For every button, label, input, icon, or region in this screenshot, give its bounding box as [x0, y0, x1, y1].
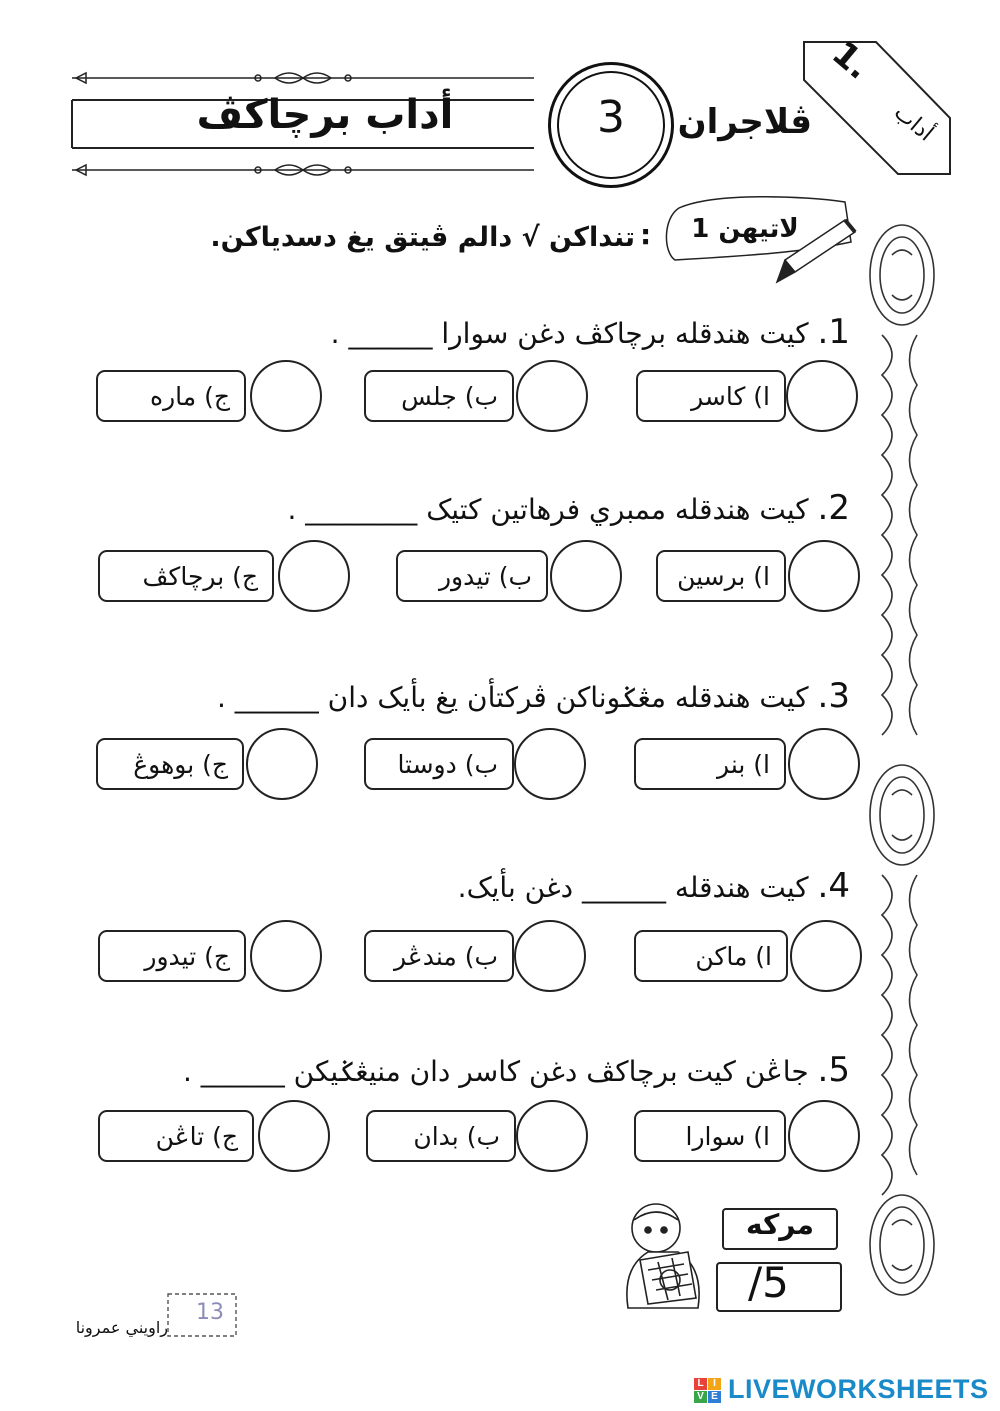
question-text: کيت هندقله ______ دغن بأيک.: [457, 871, 809, 904]
instruction-text: تنداکن √ دالم ڤيتق يغ دسدياکن.: [210, 222, 635, 253]
question-text: کيت هندقله برچاکڤ دغن سوارا ______ .: [330, 317, 809, 350]
option-label: ب) بدان: [413, 1121, 500, 1151]
lesson-number: 3: [597, 92, 625, 143]
option-1b: [364, 370, 514, 422]
question-5: [160, 1050, 850, 1090]
question-3: [160, 676, 850, 716]
logo-letter: V: [694, 1391, 707, 1403]
answer-checkbox-5a[interactable]: [788, 1100, 860, 1172]
option-label: ج) تيدور: [144, 941, 230, 971]
question-number: 5.: [817, 1050, 850, 1090]
option-label: ا) سوارا: [685, 1121, 770, 1151]
question-4: [160, 866, 850, 906]
instruction-colon: :: [640, 218, 652, 251]
answer-checkbox-3b[interactable]: [514, 728, 586, 800]
question-2: [160, 488, 850, 528]
answer-checkbox-3c[interactable]: [246, 728, 318, 800]
answer-checkbox-5b[interactable]: [516, 1100, 588, 1172]
option-label: ا) برسين: [677, 561, 770, 591]
logo-letter: E: [708, 1391, 721, 1403]
option-1a: [636, 370, 786, 422]
answer-checkbox-1b[interactable]: [516, 360, 588, 432]
answer-checkbox-1c[interactable]: [250, 360, 322, 432]
option-label: ب) دوستا: [397, 749, 498, 779]
answer-checkbox-4b[interactable]: [514, 920, 586, 992]
question-number: 2.: [817, 488, 850, 528]
exercise-badge: لاتيهن 1: [691, 214, 799, 244]
page-title: أداب برچاکڤ: [196, 92, 454, 138]
liveworksheets-brand: LIVEWORKSHEETS: [728, 1374, 989, 1404]
option-5c: [98, 1110, 254, 1162]
page-number: 13: [196, 1300, 224, 1325]
option-1c: [96, 370, 246, 422]
answer-checkbox-2b[interactable]: [550, 540, 622, 612]
logo-letter: L: [694, 1378, 707, 1390]
option-3c: [96, 738, 244, 790]
question-text: کيت هندقله مڠݢوناکن ڤرکتأن يغ بأيک دان ______ .: [216, 681, 809, 714]
option-2a: [656, 550, 786, 602]
question-number: 1.: [817, 312, 850, 352]
option-label: ا) بنر: [717, 749, 770, 779]
answer-checkbox-2c[interactable]: [278, 540, 350, 612]
option-label: ا) کاسر: [691, 381, 770, 411]
question-1: [160, 312, 850, 352]
question-text: جاڠن کيت برچاکڤ دغن کاسر دان منيڠݢيکن ______ .: [182, 1055, 809, 1088]
option-label: ا) ماکن: [695, 941, 772, 971]
option-4c: [98, 930, 246, 982]
option-2b: [396, 550, 548, 602]
author-credit: راويني عمرونا: [75, 1318, 168, 1337]
option-label: ب) جلس: [401, 381, 498, 411]
option-3a: [634, 738, 786, 790]
option-label: ج) برچاکڤ: [142, 561, 258, 591]
reading-child-icon: [618, 1200, 718, 1315]
subject-tag-number: 1.: [824, 33, 878, 88]
lesson-label: ڤلاجران: [677, 102, 812, 142]
question-number: 4.: [817, 866, 850, 906]
option-label: ب) تيدور: [438, 561, 532, 591]
logo-letter: I: [708, 1378, 721, 1390]
answer-checkbox-2a[interactable]: [788, 540, 860, 612]
option-label: ج) بوهوڠ: [133, 749, 228, 779]
score-label: مرکه: [745, 1208, 815, 1241]
question-number: 3.: [817, 676, 850, 716]
option-label: ج) تاڠن: [155, 1121, 238, 1151]
answer-checkbox-4a[interactable]: [790, 920, 862, 992]
answer-checkbox-3a[interactable]: [788, 728, 860, 800]
subject-tag-label: أداب: [889, 99, 938, 147]
option-5b: [366, 1110, 516, 1162]
question-text: کيت هندقله ممبري فرهاتين کتيک ________ .: [287, 493, 809, 526]
answer-checkbox-1a[interactable]: [786, 360, 858, 432]
answer-checkbox-5c[interactable]: [258, 1100, 330, 1172]
liveworksheets-logo-icon: [694, 1378, 722, 1404]
answer-checkbox-4c[interactable]: [250, 920, 322, 992]
option-label: ب) مندڠر: [393, 941, 498, 971]
option-4a: [634, 930, 788, 982]
decorative-side-border: [862, 215, 942, 1305]
option-3b: [364, 738, 514, 790]
option-5a: [634, 1110, 786, 1162]
score-value: /5: [748, 1258, 789, 1307]
option-2c: [98, 550, 274, 602]
option-4b: [364, 930, 514, 982]
option-label: ج) ماره: [149, 381, 230, 411]
